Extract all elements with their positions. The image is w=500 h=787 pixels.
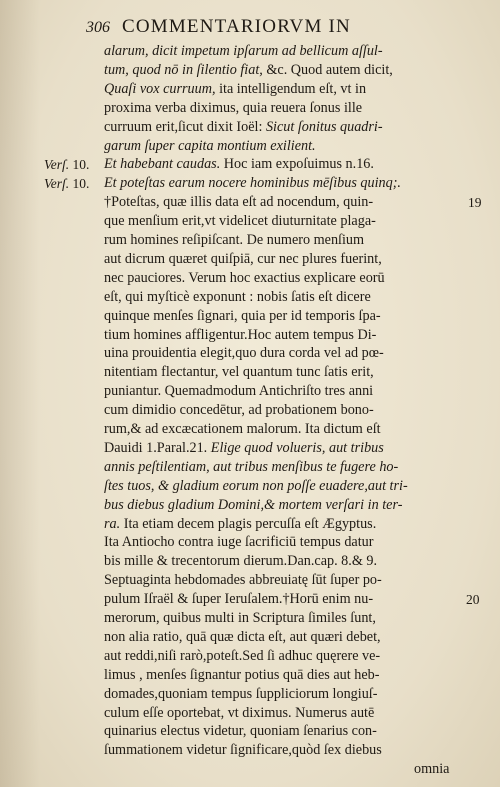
text-line: culum eſſe oportebat, vt diximus. Numerus autē (104, 704, 375, 721)
text-line: annis peſtilentiam, aut tribus menſibus te fugere ho- (104, 458, 399, 475)
text-line: rum,& ad excæcationem malorum. Ita dictum eſt (104, 421, 381, 437)
text-line: Septuaginta hebdomades abbreuiatę ſūt ſuper po- (104, 572, 382, 589)
text-line: uina prouidentia elegit,quo dura corda vel ad pœ- (104, 345, 384, 362)
text-line: Et poteſtas earum nocere hominibus mēſibus quinq;. (104, 175, 401, 192)
text-line: alarum, dicit impetum ipſarum ad bellicum aſſul- (104, 43, 383, 59)
text-line: aut dicrum quæret quiſpiā, cur nec plures fuerint, (104, 250, 382, 267)
text-line: Ita Antiocho contra iuge ſacrificiū tempus datur (104, 534, 374, 551)
text-line: ſummationem videtur ſignificare,quòd ſex diebus (104, 742, 382, 759)
gutter-shadow (0, 0, 40, 787)
text-line: proxima verba diximus, quia reuera ſonus ille (104, 99, 363, 116)
text-line: †Poteſtas, quæ illis data eſt ad nocendum, quin- (104, 194, 374, 211)
text-line: non alia ratio, quā quæ dicta eſt, aut quæri debet, (104, 628, 381, 645)
text-line: nitentiam flectantur, vel quantum tunc ſatis erit, (104, 364, 374, 381)
text-line: rum homines reſipiſcant. De numero menſium (104, 232, 365, 248)
verse-marker: Verſ. 10. (44, 157, 90, 173)
verse-marker: Verſ. 10. (44, 176, 90, 192)
text-line: cum dimidio concedētur, ad probationem bono- (104, 402, 374, 419)
text-line: Et habebant caudas. Hoc iam expoſuimus n.16. (104, 156, 374, 173)
text-line: pulum Iſraël & ſuper Ieruſalem.†Horū enim nu- (104, 591, 374, 608)
catchword: omnia (414, 761, 450, 778)
running-header (86, 16, 466, 40)
text-line: curruum erit,ſicut dixit Ioël: Sicut ſonitus quadri- (104, 118, 383, 135)
text-line: puniantur. Quemadmodum Antichriſto tres anni (104, 383, 374, 400)
text-line: aut reddi,niſi rarò,poteſt.Sed ſi adhuc quęrere ve- (104, 647, 381, 664)
page-number: 306 (86, 19, 110, 36)
text-line: bis mille & trecentorum dierum.Dan.cap. 8.& 9. (104, 553, 378, 570)
text-line: limus , menſes ſignantur potius quā dies aut heb- (104, 666, 380, 683)
text-line: ra. Ita etiam decem plagis percuſſa eſt Ægyptus. (104, 515, 377, 532)
text-line: tum, quod nō in ſilentio fiat, &c. Quod autem dicit, (104, 61, 393, 78)
text-line: quinque menſes ſignari, quia per id temporis ſpa- (104, 307, 381, 324)
text-line: nec pauciores. Verum hoc exactius explicare eorū (104, 269, 385, 286)
text-line: quinarius electus videtur, quoniam ſenarius con- (104, 723, 377, 740)
text-line: ſtes tuos, & gladium eorum non poſſe euadere,aut tri- (104, 477, 408, 494)
margin-number: 20 (466, 592, 480, 608)
text-line: bus diebus gladium Domini,& mortem verſari in ter- (104, 496, 403, 513)
text-line: Quaſi vox curruum, ita intelligendum eſt, vt in (104, 80, 367, 97)
margin-number: 19 (468, 195, 482, 211)
text-line: Dauidi 1.Paral.21. Elige quod volueris, aut tribus (104, 439, 384, 456)
text-line: que menſium erit,vt videlicet diuturnitate plaga- (104, 213, 376, 230)
text-line: domades,quoniam tempus ſuppliciorum longiuſ- (104, 685, 378, 702)
text-line: merorum, quibus multi in Scriptura ſimiles ſunt, (104, 610, 376, 626)
text-line: tium homines affligentur.Hoc autem tempus Di- (104, 326, 377, 343)
running-title: COMMENTARIORVM IN (121, 16, 351, 37)
text-line: eſt, qui myſticè exponunt : nobis ſatis eſt dicere (104, 288, 371, 305)
text-line: garum ſuper capita montium exilient. (104, 137, 316, 154)
